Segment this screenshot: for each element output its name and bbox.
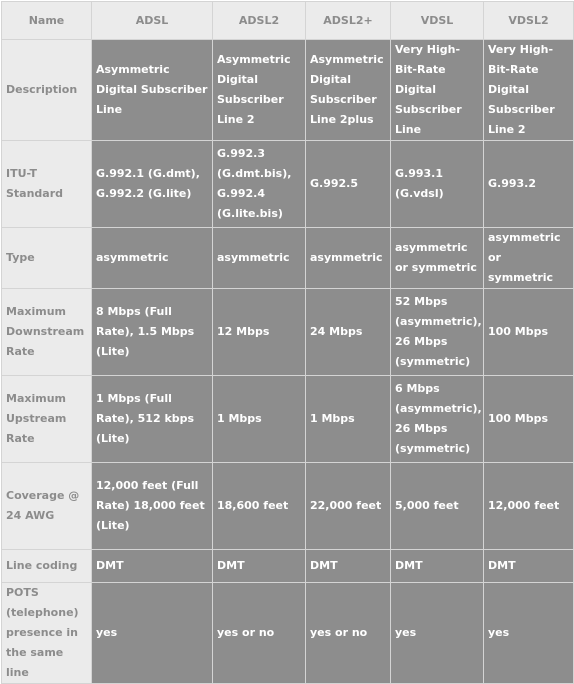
table-cell: asymmetric	[306, 228, 391, 289]
row-label: Coverage @ 24 AWG	[2, 463, 92, 550]
row-max-upstream	[2, 376, 574, 463]
row-coverage	[2, 463, 574, 550]
row-label: Description	[2, 40, 92, 141]
row-pots-presence	[2, 583, 574, 684]
header-vdsl: VDSL	[391, 2, 484, 40]
table-cell: 12 Mbps	[213, 289, 306, 376]
table-cell: 1 Mbps	[306, 376, 391, 463]
table-cell: 12,000 feet (Full Rate) 18,000 feet (Lite)	[92, 463, 213, 550]
table-cell: yes or no	[213, 583, 306, 684]
row-type	[2, 228, 574, 289]
table-cell: 1 Mbps (Full Rate), 512 kbps (Lite)	[92, 376, 213, 463]
table-cell: asymmetric or symmetric	[484, 228, 574, 289]
row-label: POTS (telephone) presence in the same line	[2, 583, 92, 684]
row-label: Maximum Upstream Rate	[2, 376, 92, 463]
table-cell: G.992.5	[306, 141, 391, 228]
table-cell: yes or no	[306, 583, 391, 684]
table-cell: 1 Mbps	[213, 376, 306, 463]
table-cell: 52 Mbps (asymmetric), 26 Mbps (symmetric)	[391, 289, 484, 376]
table-cell: 22,000 feet	[306, 463, 391, 550]
header-adsl2plus: ADSL2+	[306, 2, 391, 40]
row-description	[2, 40, 574, 141]
table-cell: yes	[92, 583, 213, 684]
table-cell: 6 Mbps (asymmetric), 26 Mbps (symmetric)	[391, 376, 484, 463]
table-cell: yes	[484, 583, 574, 684]
table-cell: Very High-Bit-Rate Digital Subscriber Line 2	[484, 40, 574, 141]
table-cell: 24 Mbps	[306, 289, 391, 376]
table-cell: asymmetric or symmetric	[391, 228, 484, 289]
row-label: ITU-T Standard	[2, 141, 92, 228]
row-label: Maximum Downstream Rate	[2, 289, 92, 376]
table-cell: Asymmetric Digital Subscriber Line 2	[213, 40, 306, 141]
row-label: Type	[2, 228, 92, 289]
table-cell: Very High-Bit-Rate Digital Subscriber Line	[391, 40, 484, 141]
row-max-downstream	[2, 289, 574, 376]
table-cell: G.992.3 (G.dmt.bis), G.992.4 (G.lite.bis)	[213, 141, 306, 228]
header-name: Name	[2, 2, 92, 40]
table-cell: 18,600 feet	[213, 463, 306, 550]
row-label: Line coding	[2, 550, 92, 583]
table-cell: Asymmetric Digital Subscriber Line 2plus	[306, 40, 391, 141]
header-adsl: ADSL	[92, 2, 213, 40]
table-cell: 5,000 feet	[391, 463, 484, 550]
table-cell: 8 Mbps (Full Rate), 1.5 Mbps (Lite)	[92, 289, 213, 376]
table-cell: 100 Mbps	[484, 376, 574, 463]
header-row	[2, 2, 574, 40]
table-cell: DMT	[306, 550, 391, 583]
table-cell: 100 Mbps	[484, 289, 574, 376]
table-cell: G.993.1 (G.vdsl)	[391, 141, 484, 228]
table-cell: 12,000 feet	[484, 463, 574, 550]
table-cell: DMT	[391, 550, 484, 583]
table-cell: Asymmetric Digital Subscriber Line	[92, 40, 213, 141]
dsl-comparison-table	[1, 1, 574, 684]
header-vdsl2: VDSL2	[484, 2, 574, 40]
table-cell: G.992.1 (G.dmt), G.992.2 (G.lite)	[92, 141, 213, 228]
table-cell: DMT	[484, 550, 574, 583]
table-cell: asymmetric	[92, 228, 213, 289]
table-cell: yes	[391, 583, 484, 684]
header-adsl2: ADSL2	[213, 2, 306, 40]
table-cell: asymmetric	[213, 228, 306, 289]
table-cell: DMT	[213, 550, 306, 583]
table-cell: DMT	[92, 550, 213, 583]
row-itu-standard	[2, 141, 574, 228]
row-line-coding	[2, 550, 574, 583]
table-cell: G.993.2	[484, 141, 574, 228]
